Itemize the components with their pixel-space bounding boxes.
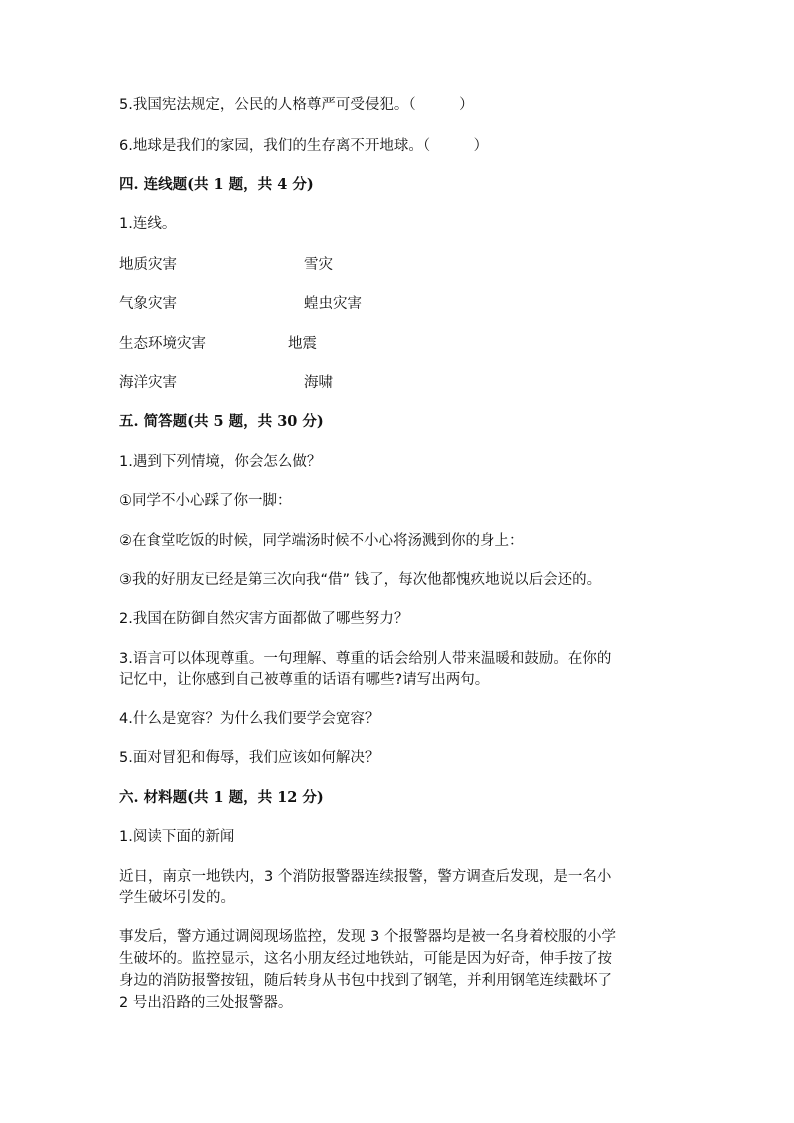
short-answer-question-1: 1.遇到下列情境，你会怎么做？ (119, 454, 322, 470)
news-paragraph-1-line-2: 学生破坏引发的。 (119, 890, 235, 906)
matching-left-2: 气象灾害 (119, 296, 177, 312)
short-answer-question-5: 5.面对冒犯和侮辱，我们应该如何解决？ (119, 750, 380, 766)
short-answer-question-3-line-1: 3.语言可以体现尊重。一句理解、尊重的话会给别人带来温暖和鼓励。在你的 (119, 651, 612, 667)
news-paragraph-2-line-1: 事发后，警方通过调阅现场监控，发现 3 个报警器均是被一名身着校服的小学 (119, 929, 616, 945)
judge-question-5: 5.我国宪法规定，公民的人格尊严可受侵犯。（ ） (119, 97, 474, 113)
matching-left-3: 生态环境灾害 (119, 336, 206, 352)
matching-right-2: 蝗虫灾害 (304, 296, 362, 312)
matching-left-1: 地质灾害 (119, 257, 177, 273)
section-6-heading: 六. 材料题(共 1 题，共 12 分) (119, 789, 324, 806)
matching-right-1: 雪灾 (304, 257, 333, 273)
matching-left-4: 海洋灾害 (119, 375, 177, 391)
short-answer-question-1-b: ②在食堂吃饭的时候，同学端汤时候不小心将汤溅到你的身上： (119, 533, 524, 549)
matching-right-4: 海啸 (304, 375, 333, 391)
matching-right-3: 地震 (288, 336, 317, 352)
short-answer-question-2: 2.我国在防御自然灾害方面都做了哪些努力？ (119, 611, 409, 627)
news-paragraph-2-line-3: 身边的消防报警按钮，随后转身从书包中找到了钢笔，并利用钢笔连续戳坏了 (119, 973, 612, 989)
news-paragraph-2-line-2: 生破坏的。监控显示，这名小朋友经过地铁站，可能是因为好奇，伸手按了按 (119, 951, 612, 967)
section-5-heading: 五. 简答题(共 5 题，共 30 分) (119, 413, 324, 430)
judge-question-6: 6.地球是我们的家园，我们的生存离不开地球。（ ） (119, 138, 489, 154)
short-answer-question-3-line-2: 记忆中，让你感到自己被尊重的话语有哪些?请写出两句。 (119, 672, 490, 688)
short-answer-question-1-c: ③我的好朋友已经是第三次向我“借” 钱了，每次他都愧疚地说以后会还的。 (119, 572, 602, 588)
short-answer-question-4: 4.什么是宽容？为什么我们要学会宽容？ (119, 711, 380, 727)
news-paragraph-2-line-4: 2 号出沿路的三处报警器。 (119, 995, 293, 1011)
section-4-heading: 四. 连线题(共 1 题，共 4 分) (119, 176, 314, 193)
material-question-1: 1.阅读下面的新闻 (119, 829, 235, 845)
matching-question-1: 1.连线。 (119, 216, 177, 232)
short-answer-question-1-a: ①同学不小心踩了你一脚： (119, 493, 292, 509)
news-paragraph-1-line-1: 近日，南京一地铁内，3 个消防报警器连续报警，警方调查后发现，是一名小 (119, 869, 612, 885)
